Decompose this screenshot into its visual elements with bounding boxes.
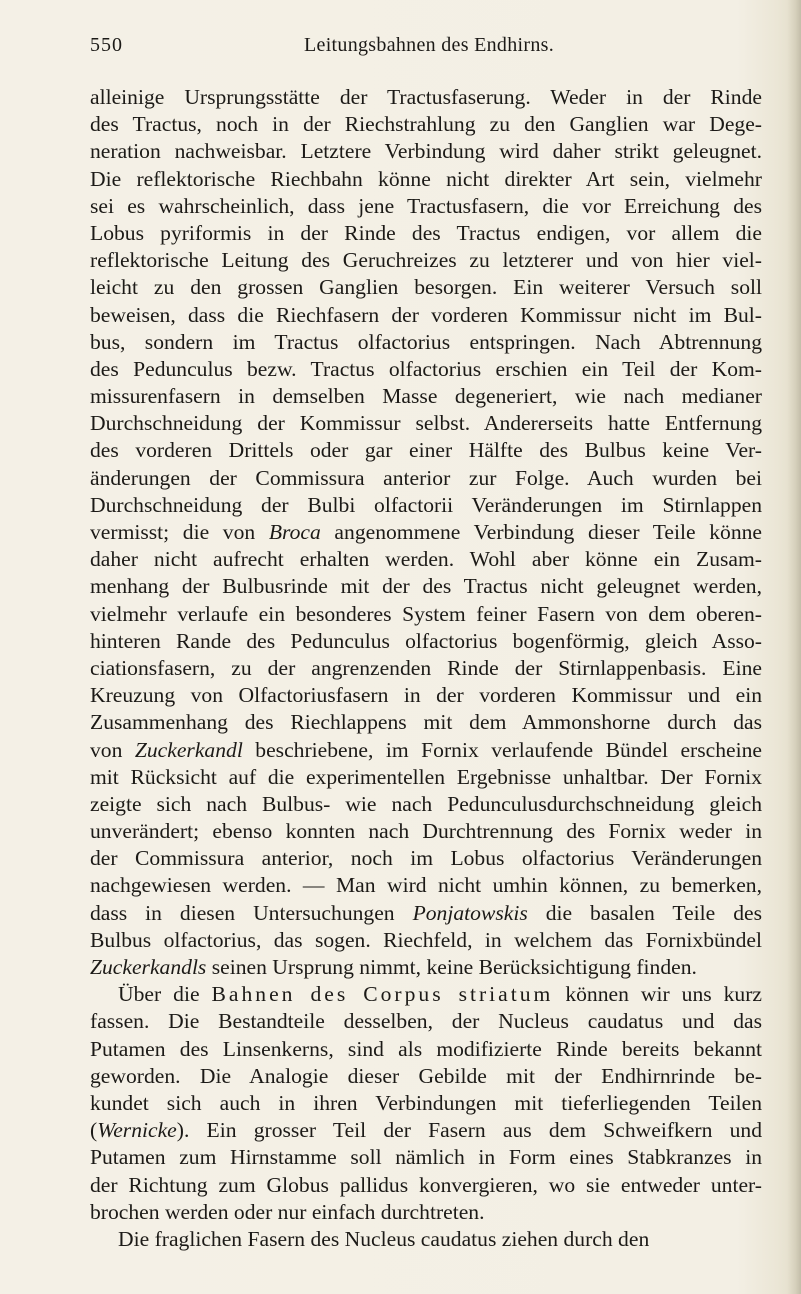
text-segment: Über die bbox=[118, 982, 212, 1007]
text-line bbox=[90, 682, 762, 709]
italic-name: Zuckerkandls bbox=[90, 955, 207, 979]
text-segment: daher nicht aufrecht erhalten werden. Wohl aber könne ein Zusam- bbox=[90, 547, 762, 572]
text-line bbox=[90, 954, 762, 981]
running-head: Leitungsbahnen des Endhirns. bbox=[304, 34, 555, 56]
text-segment: von bbox=[90, 737, 135, 762]
text-segment: des Pedunculus bezw. Tractus olfactorius erschien ein Teil der Kom- bbox=[90, 356, 762, 381]
italic-name: Broca bbox=[268, 520, 321, 544]
text-line bbox=[90, 84, 762, 111]
text-line bbox=[90, 981, 762, 1008]
text-segment: mit Rücksicht auf die experimentellen Ergebnisse unhaltbar. Der Fornix bbox=[90, 764, 762, 789]
text-segment: leicht zu den grossen Ganglien besorgen. Ein weiterer Versuch soll bbox=[90, 275, 762, 300]
text-segment: vermisst; die von bbox=[90, 520, 269, 544]
body-text bbox=[90, 84, 762, 1253]
text-line bbox=[90, 519, 762, 546]
text-line bbox=[90, 546, 762, 573]
text-segment: zeigte sich nach Bulbus- wie nach Pedunculusdurchschneidung gleich bbox=[90, 791, 762, 816]
text-segment: beweisen, dass die Riechfasern der vorderen Kommissur nicht im Bul- bbox=[90, 302, 762, 327]
text-segment: unverändert; ebenso konnten nach Durchtrennung des Fornix weder in bbox=[90, 819, 762, 844]
text-segment: Die fraglichen Fasern des Nucleus caudatus ziehen durch den bbox=[118, 1226, 650, 1251]
text-segment: angenommene Verbindung dieser Teile könne bbox=[320, 520, 762, 544]
text-line bbox=[90, 818, 762, 845]
text-line bbox=[90, 1008, 762, 1035]
text-line bbox=[90, 845, 762, 872]
text-segment: ( bbox=[90, 1118, 98, 1143]
text-segment: Die reflektorische Riechbahn könne nicht direkter Art sein, vielmehr bbox=[90, 166, 762, 191]
text-segment: Kreuzung von Olfactoriusfasern in der vorderen Kommissur und ein bbox=[90, 683, 762, 708]
text-segment: Durchschneidung der Bulbi olfactorii Veränderungen im Stirnlappen bbox=[90, 492, 762, 517]
text-segment: reflektorische Leitung des Geruchreizes zu letzterer und von hier viel- bbox=[90, 248, 762, 273]
text-line bbox=[90, 1090, 762, 1117]
text-line bbox=[90, 302, 762, 329]
text-line bbox=[90, 247, 762, 274]
text-line bbox=[90, 628, 762, 655]
page-header bbox=[90, 34, 750, 64]
text-segment: sei es wahrscheinlich, dass jene Tractusfasern, die vor Erreichung des bbox=[90, 193, 762, 218]
text-line bbox=[90, 872, 762, 899]
text-line bbox=[90, 383, 762, 410]
text-line bbox=[90, 465, 762, 492]
text-line bbox=[90, 1199, 762, 1226]
text-segment: änderungen der Commissura anterior zur Folge. Auch wurden bei bbox=[90, 465, 762, 490]
text-segment: fassen. Die Bestandteile desselben, der Nucleus caudatus und das bbox=[90, 1009, 762, 1034]
text-segment: Durchschneidung der Kommissur selbst. Andererseits hatte Entfernung bbox=[90, 411, 762, 436]
spaced-emphasis: Bahnen des Corpus striatum bbox=[211, 982, 554, 1007]
text-line bbox=[90, 138, 762, 165]
text-line bbox=[90, 1144, 762, 1171]
text-line bbox=[90, 573, 762, 600]
text-segment: kundet sich auch in ihren Verbindungen mit tieferliegenden Teilen bbox=[90, 1090, 762, 1115]
text-line bbox=[90, 1063, 762, 1090]
text-segment: Putamen zum Hirnstamme soll nämlich in Form eines Stabkranzes in bbox=[90, 1145, 762, 1170]
text-line bbox=[90, 1117, 762, 1144]
text-segment: ). Ein grosser Teil der Fasern aus dem Schweifkern und bbox=[176, 1118, 762, 1143]
text-segment: beschriebene, im Fornix verlaufende Bündel erscheine bbox=[242, 737, 762, 762]
text-segment: Zusammenhang des Riechlappens mit dem Ammonshorne durch das bbox=[90, 710, 762, 735]
text-line bbox=[90, 764, 762, 791]
italic-name: Zuckerkandl bbox=[134, 737, 243, 762]
text-line bbox=[90, 356, 762, 383]
text-line bbox=[90, 737, 762, 764]
text-segment: des Tractus, noch in der Riechstrahlung zu den Ganglien war Dege- bbox=[90, 112, 762, 137]
page-edge-shadow bbox=[787, 0, 801, 1294]
text-segment: seinen Ursprung nimmt, keine Berücksichtigung finden. bbox=[206, 955, 697, 979]
text-line bbox=[90, 1226, 762, 1253]
text-line bbox=[90, 1172, 762, 1199]
text-line bbox=[90, 410, 762, 437]
text-segment: Putamen des Linsenkerns, sind als modifizierte Rinde bereits bekannt bbox=[90, 1036, 762, 1061]
italic-name: Wernicke bbox=[97, 1118, 177, 1143]
text-segment: menhang der Bulbusrinde mit der des Tractus nicht geleugnet werden, bbox=[90, 574, 762, 599]
text-line bbox=[90, 1036, 762, 1063]
text-segment: des vorderen Drittels oder gar einer Hälfte des Bulbus keine Ver- bbox=[90, 438, 762, 463]
text-segment: neration nachweisbar. Letztere Verbindung wird daher strikt geleugnet. bbox=[90, 139, 762, 164]
text-line bbox=[90, 193, 762, 220]
text-segment: ciationsfasern, zu der angrenzenden Rinde der Stirnlappenbasis. Eine bbox=[90, 655, 762, 680]
text-segment: nachgewiesen werden. — Man wird nicht umhin können, zu bemerken, bbox=[90, 873, 762, 898]
text-segment: geworden. Die Analogie dieser Gebilde mit der Endhirnrinde be- bbox=[90, 1063, 762, 1088]
text-segment: dass in diesen Untersuchungen bbox=[90, 900, 413, 925]
text-segment: vielmehr verlaufe ein besonderes System feiner Fasern von dem oberen- bbox=[90, 601, 762, 626]
text-segment: hinteren Rande des Pedunculus olfactorius bogenförmig, gleich Asso- bbox=[90, 628, 762, 653]
text-line bbox=[90, 329, 762, 356]
text-line bbox=[90, 274, 762, 301]
text-segment: können wir uns kurz bbox=[553, 982, 762, 1007]
text-line bbox=[90, 601, 762, 628]
italic-name: Ponjatowskis bbox=[412, 900, 528, 925]
text-line bbox=[90, 220, 762, 247]
text-segment: brochen werden oder nur einfach durchtreten. bbox=[90, 1199, 485, 1224]
text-segment: Bulbus olfactorius, das sogen. Riechfeld, in welchem das Fornixbündel bbox=[90, 927, 762, 952]
text-line bbox=[90, 437, 762, 464]
text-segment: der Commissura anterior, noch im Lobus olfactorius Veränderungen bbox=[90, 846, 762, 871]
text-line bbox=[90, 900, 762, 927]
text-segment: der Richtung zum Globus pallidus konvergieren, wo sie entweder unter- bbox=[90, 1172, 762, 1197]
text-line bbox=[90, 927, 762, 954]
text-line bbox=[90, 111, 762, 138]
text-line bbox=[90, 655, 762, 682]
page-number: 550 bbox=[90, 34, 123, 56]
text-segment: Lobus pyriformis in der Rinde des Tractus endigen, vor allem die bbox=[90, 220, 762, 245]
text-segment: bus, sondern im Tractus olfactorius entspringen. Nach Abtrennung bbox=[90, 329, 762, 354]
text-segment: missurenfasern in demselben Masse degeneriert, wie nach medianer bbox=[90, 384, 762, 409]
text-line bbox=[90, 791, 762, 818]
text-line bbox=[90, 166, 762, 193]
text-line bbox=[90, 709, 762, 736]
text-line bbox=[90, 492, 762, 519]
text-segment: alleinige Ursprungsstätte der Tractusfaserung. Weder in der Rinde bbox=[90, 85, 762, 109]
text-segment: die basalen Teile des bbox=[527, 900, 762, 925]
